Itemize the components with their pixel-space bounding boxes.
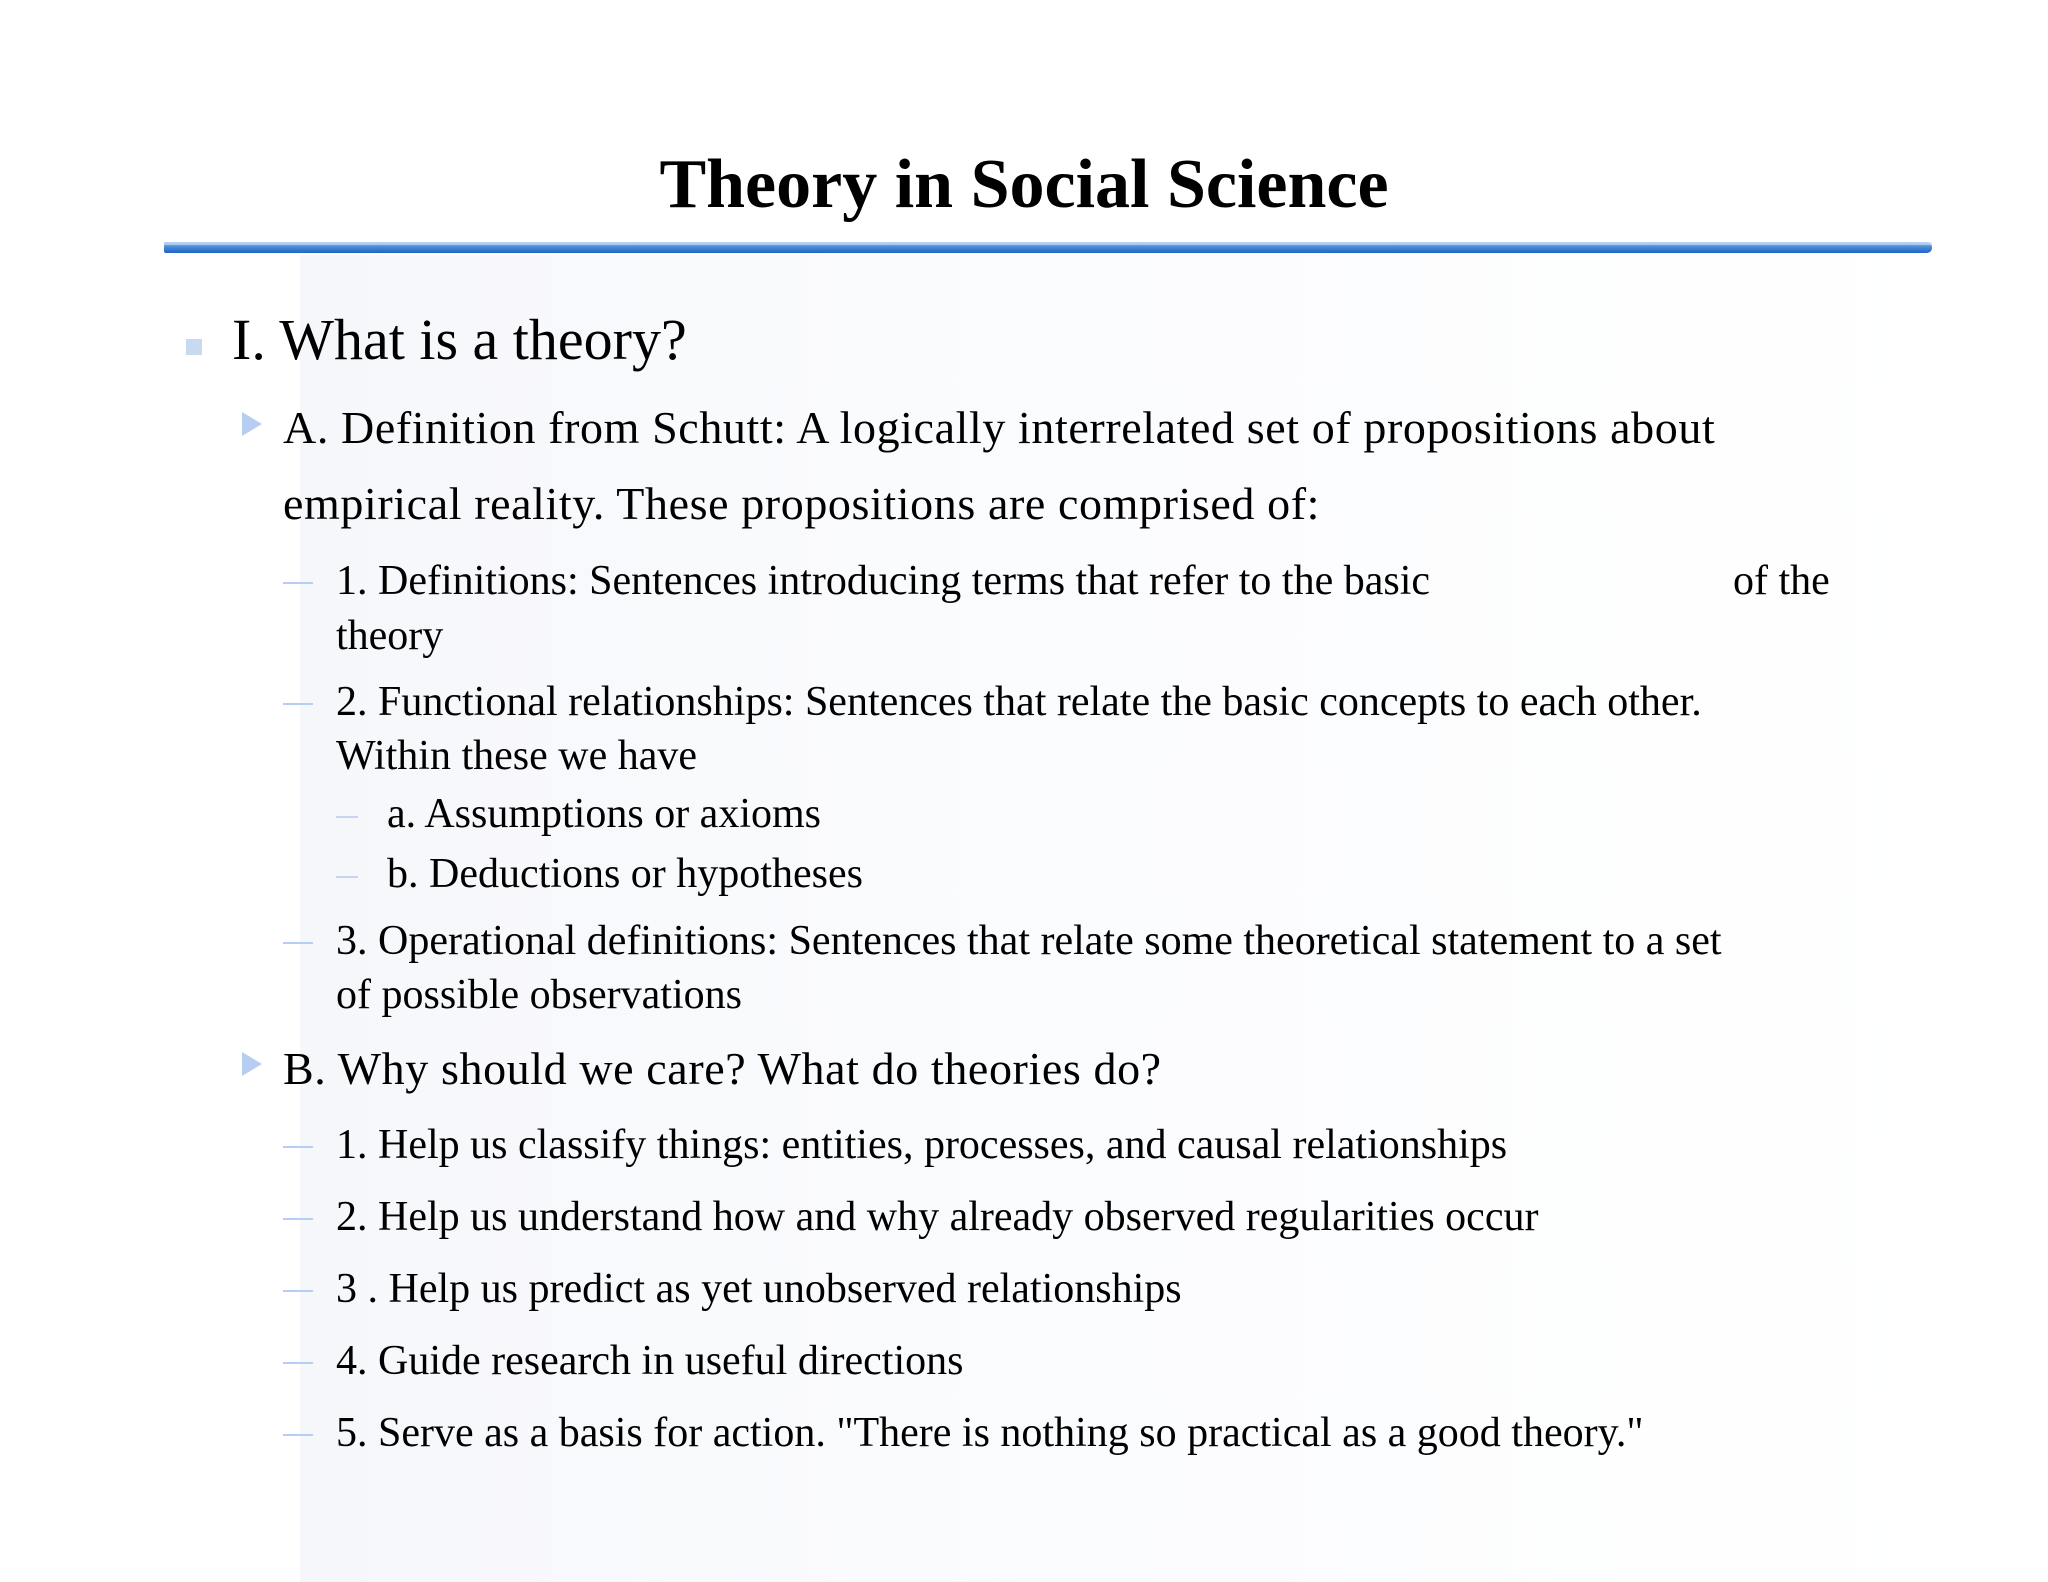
square-bullet-icon (186, 339, 202, 355)
item-a1-line-1a: 1. Definitions: Sentences introducing terms that refer to the basic (336, 558, 1431, 604)
dash-bullet-icon (283, 942, 313, 944)
item-a1-line-2: theory (336, 613, 444, 659)
item-a2-line-2: Within these we have (336, 733, 698, 779)
slide-title: Theory in Social Science (659, 146, 1389, 223)
dash-bullet-icon (283, 1218, 313, 1220)
subitem-b: b. Deductions or hypotheses (387, 851, 863, 897)
dash-bullet-icon (336, 876, 358, 878)
dash-bullet-icon (283, 1434, 313, 1436)
point-a-line-1: A. Definition from Schutt: A logically interrelated set of propositions about (283, 402, 1716, 453)
point-a-line-2: empirical reality. These propositions are comprised of: (283, 478, 1321, 529)
section-heading: I. What is a theory? (232, 307, 687, 372)
item-b2: 2. Help us understand how and why already observed regularities occur (336, 1194, 1539, 1240)
item-a2-line-1: 2. Functional relationships: Sentences that relate the basic concepts to each other. (336, 679, 1702, 725)
triangle-bullet-icon (242, 412, 262, 436)
triangle-bullet-icon (242, 1052, 262, 1076)
item-b3: 3 . Help us predict as yet unobserved relationships (336, 1266, 1182, 1312)
item-b1: 1. Help us classify things: entities, processes, and causal relationships (336, 1122, 1508, 1168)
title-divider (164, 242, 1932, 253)
subitem-a: a. Assumptions or axioms (387, 791, 822, 837)
item-b4: 4. Guide research in useful directions (336, 1338, 964, 1384)
point-b-line-1: B. Why should we care? What do theories do? (283, 1043, 1162, 1094)
dash-bullet-icon (283, 1146, 313, 1148)
dash-bullet-icon (283, 703, 313, 705)
item-a1-line-1b: of the (1733, 558, 1830, 604)
item-b5: 5. Serve as a basis for action. "There is nothing so practical as a good theory." (336, 1410, 1644, 1456)
item-a3-line-2: of possible observations (336, 972, 742, 1018)
dash-bullet-icon (283, 582, 313, 584)
dash-bullet-icon (283, 1290, 313, 1292)
item-a3-line-1: 3. Operational definitions: Sentences that relate some theoretical statement to a set (336, 918, 1722, 964)
dash-bullet-icon (336, 816, 358, 818)
dash-bullet-icon (283, 1362, 313, 1364)
